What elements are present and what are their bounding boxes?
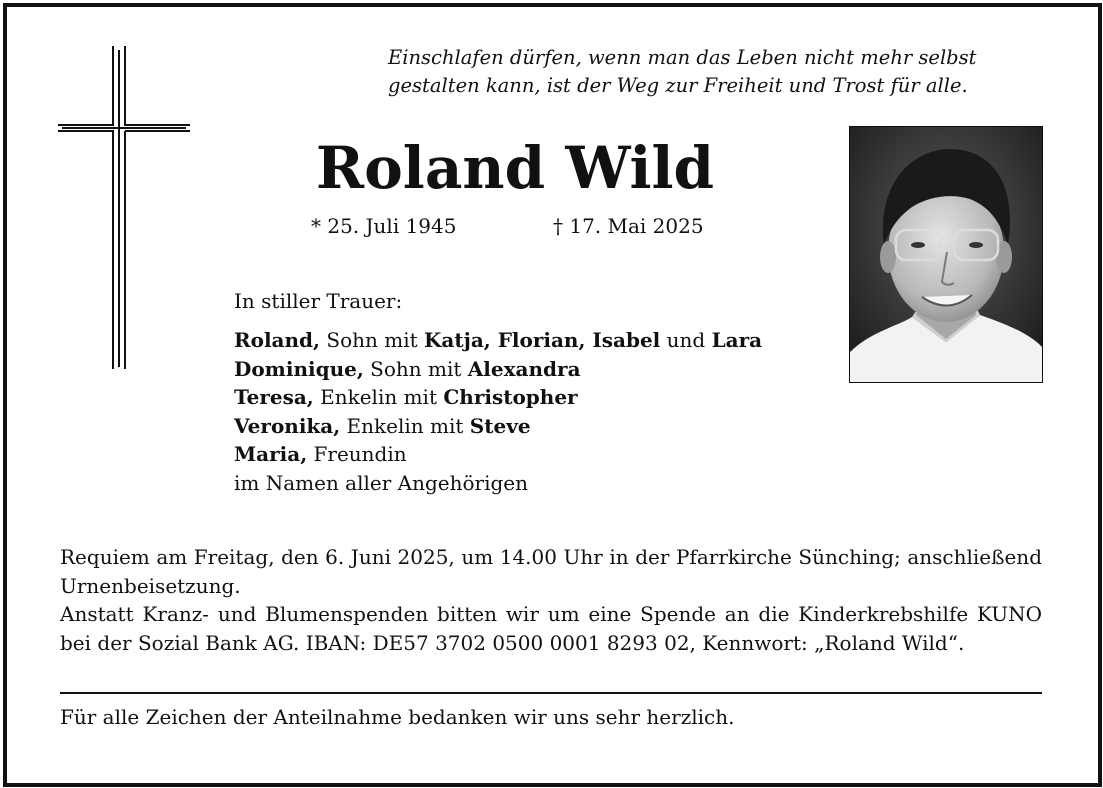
- deceased-name: Roland Wild: [315, 134, 715, 202]
- death-date: † 17. Mai 2025: [553, 214, 704, 238]
- portrait-photo: [849, 126, 1043, 383]
- mourner-relation: Enkelin mit: [340, 413, 470, 438]
- mourner-relation: Enkelin mit: [313, 385, 444, 410]
- cross-icon: [57, 45, 191, 370]
- mourner-line: [234, 412, 762, 441]
- mourner-name: Lara: [711, 328, 763, 352]
- mourner-name: Christopher: [443, 385, 578, 410]
- mourner-line: [234, 469, 762, 498]
- mourner-line: [234, 326, 762, 355]
- mourner-name: Maria,: [234, 442, 308, 467]
- mourner-line: [234, 355, 762, 384]
- epigraph: [388, 44, 1068, 100]
- mourner-relation: im Namen aller Angehörigen: [234, 470, 529, 495]
- requiem-text: Requiem am Freitag, den 6. Juni 2025, um 14.00 Uhr in der Pfarrkirche Sünching; anschließend Urnenbeisetzung.: [60, 545, 1042, 598]
- mourner-name: Katja, Florian, Isabel: [424, 328, 661, 352]
- mourning-heading: In stiller Trauer:: [234, 289, 403, 313]
- mourner-name: Teresa,: [234, 385, 314, 410]
- mourner-name: Roland,: [234, 328, 321, 352]
- mourner-list: [234, 326, 762, 498]
- mourner-relation: Sohn mit: [363, 356, 468, 381]
- mourner-name: Veronika,: [234, 413, 341, 438]
- epigraph-line-2: gestalten kann, ist der Weg zur Freiheit und Trost für alle.: [388, 74, 968, 97]
- mourner-name: Alexandra: [467, 356, 581, 381]
- mourner-relation: Freundin: [307, 442, 407, 467]
- mourner-line: [234, 383, 762, 412]
- mourner-relation: Sohn mit: [320, 328, 424, 352]
- epigraph-line-1: Einschlafen dürfen, wenn man das Leben nicht mehr selbst: [388, 46, 977, 69]
- donation-text: Anstatt Kranz- und Blumenspenden bitten wir um eine Spende an die Kinderkrebshilfe KUNO bei der Sozial Bank AG. IBAN: DE57 3702 0500 0001 8293 02, Kennwort: „Roland Wild“.: [60, 602, 1042, 655]
- divider: [60, 692, 1042, 694]
- mourner-relation: und: [660, 328, 712, 352]
- thanks-text: Für alle Zeichen der Anteilnahme bedanken wir uns sehr herzlich.: [60, 705, 735, 729]
- mourner-line: [234, 440, 762, 469]
- mourner-name: Dominique,: [234, 356, 364, 381]
- service-notice: [60, 543, 1042, 657]
- birth-date: * 25. Juli 1945: [311, 214, 457, 238]
- mourner-name: Steve: [469, 413, 531, 438]
